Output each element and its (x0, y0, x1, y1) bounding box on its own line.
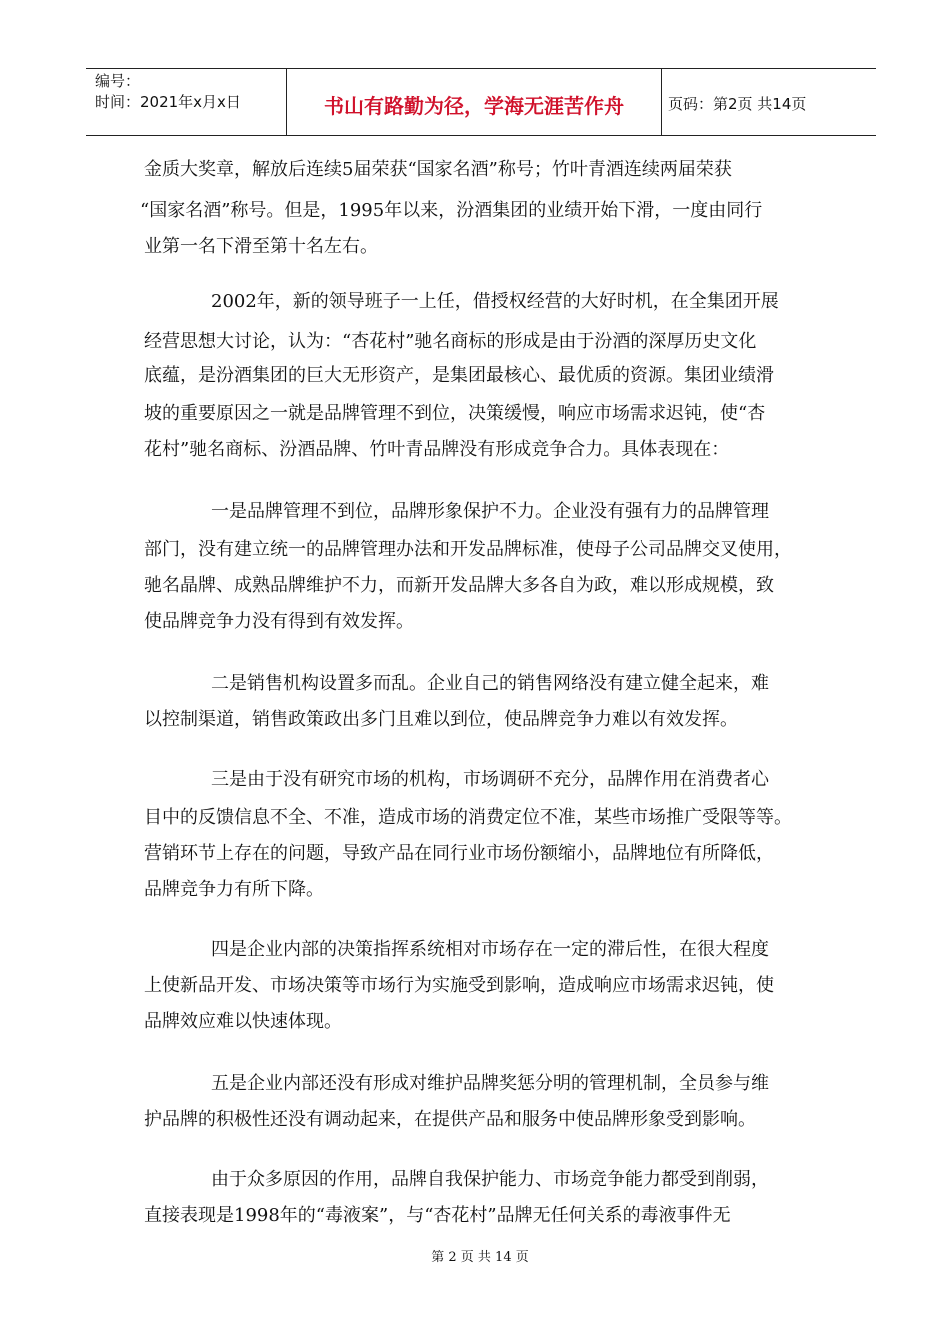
date-label: 时间：2021年x月x日 (95, 93, 241, 111)
header-meta (86, 69, 287, 135)
header-motto: 书山有路勤为径，学海无涯苦作舟 (287, 69, 662, 135)
page-header (86, 68, 876, 136)
header-page-info: 页码：第2页 共14页 (668, 94, 807, 113)
serial-label: 编号： (95, 72, 141, 90)
page-footer: 第 2 页 共 14 页 (431, 1250, 529, 1265)
